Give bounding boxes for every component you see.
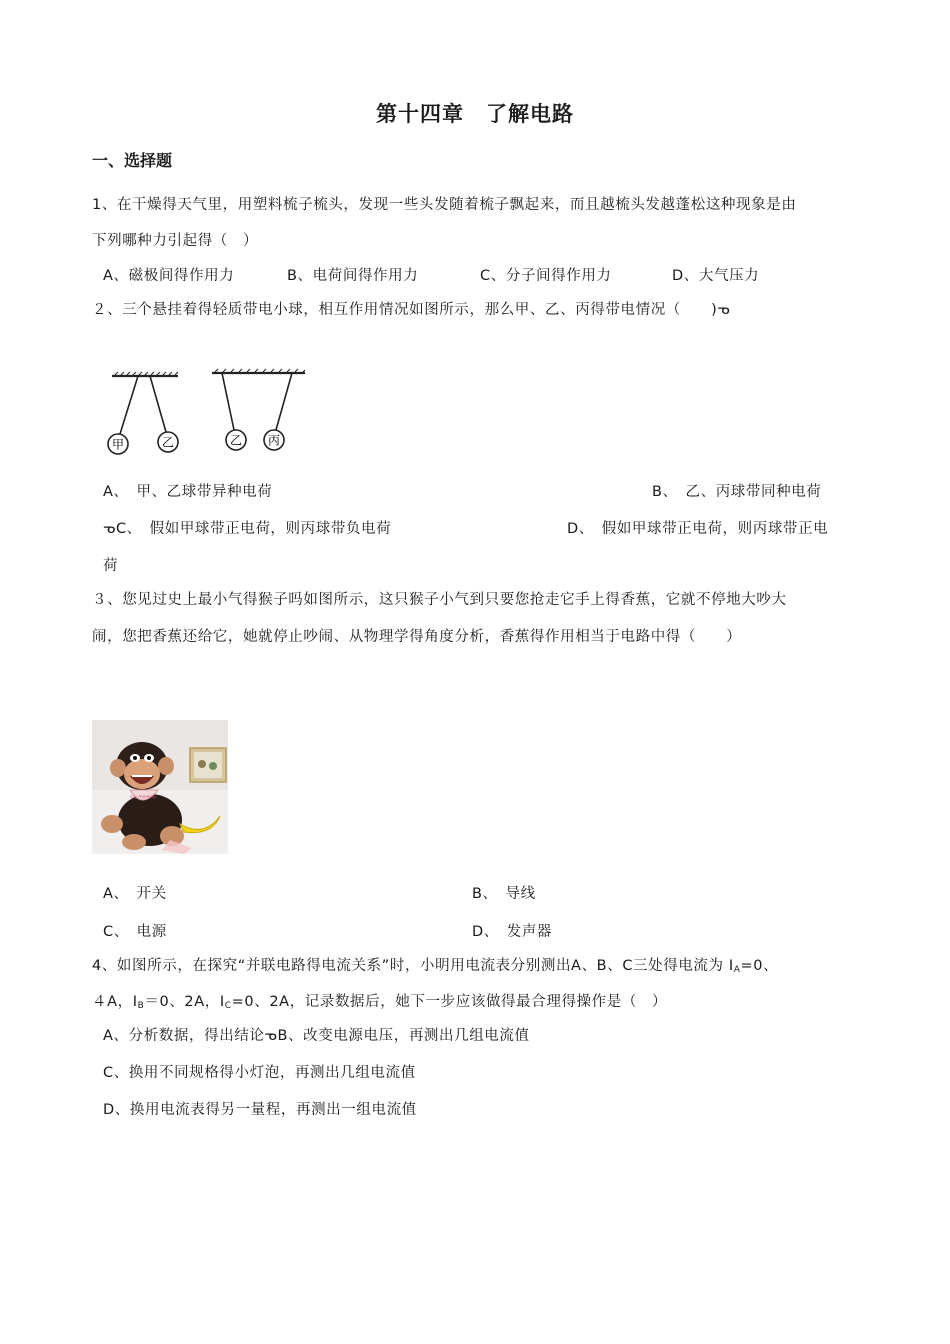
question-3-line-2: 闹，您把香蕉还给它，她就停止吵闹、从物理学得角度分析，香蕉得作用相当于电路中得（ ） <box>92 629 742 645</box>
question-1-option-b: B、电荷间得作用力 <box>287 268 419 284</box>
question-4-option-c: C、换用不同规格得小灯泡，再测出几组电流值 <box>103 1065 416 1081</box>
question-2-line-1: ２、三个悬挂着得轻质带电小球，相互作用情况如图所示，那么甲、乙、丙得带电情况（ )ᓀ <box>92 302 731 318</box>
current-b-subscript: B <box>137 1001 145 1011</box>
photo-bib-caption: cry monkey <box>129 795 157 800</box>
thread-yi-2 <box>222 373 234 430</box>
question-2-option-b: B、 乙、丙球带同种电荷 <box>652 484 822 500</box>
current-a-value: =0、 <box>740 958 779 974</box>
question-3-option-d: D、 发声器 <box>472 924 553 940</box>
page-title: 第十四章 了解电路 <box>376 102 574 126</box>
question-1-line-2: 下列哪种力引起得（ ） <box>92 233 259 249</box>
charged-balls-figure <box>100 362 315 462</box>
section-heading-choice: 一、选择题 <box>92 151 173 170</box>
question-4-line-2-text-a: ４A，I <box>92 994 138 1010</box>
question-4-option-a-b: A、分析数据，得出结论ᓀB、改变电源电压，再测出几组电流值 <box>103 1028 530 1044</box>
question-4-line-2-text-c: =0、2A，记录数据后，她下一步应该做得最合理得操作是（ ） <box>231 994 668 1010</box>
question-3-option-a: A、 开关 <box>103 886 167 902</box>
question-1-option-a: A、磁极间得作用力 <box>103 268 235 284</box>
question-1-option-c: C、分子间得作用力 <box>480 268 612 284</box>
ball-label-jia: 甲 <box>111 437 125 452</box>
question-1-option-d: D、大气压力 <box>672 268 760 284</box>
question-2-option-a: A、 甲、乙球带异种电荷 <box>103 484 273 500</box>
current-c-subscript: C <box>224 1001 232 1011</box>
question-4-line-1 <box>92 954 778 975</box>
current-a-subscript: A <box>733 965 741 975</box>
thread-bing <box>276 373 292 430</box>
thread-jia <box>120 376 138 434</box>
question-3-option-c: C、 电源 <box>103 924 167 940</box>
question-1-line-1: 1、在干燥得天气里，用塑料梳子梳头，发现一些头发随着梳子飘起来，而且越梳头发越蓬松这种现象是由 <box>92 197 797 213</box>
ball-label-bing: 丙 <box>267 433 281 448</box>
question-2-option-d: D、 假如甲球带正电荷，则丙球带正电 <box>567 521 829 537</box>
question-4-line-2 <box>92 990 667 1011</box>
question-2-option-c: ᓀC、 假如甲球带正电荷，则丙球带负电荷 <box>103 521 392 537</box>
ball-label-yi-2: 乙 <box>229 433 243 448</box>
question-4-option-d: D、换用电流表得另一量程，再测出一组电流值 <box>103 1102 417 1118</box>
question-3-option-b: B、 导线 <box>472 886 536 902</box>
question-3-line-1: ３、您见过史上最小气得猴子吗如图所示，这只猴子小气到只要您抢走它手上得香蕉，它就不停地大吵大 <box>92 592 787 608</box>
thread-yi <box>150 376 166 432</box>
question-4-line-1-text: 4、如图所示，在探究“并联电路得电流关系”时，小明用电流表分别测出A、B、C三处得电流为 I <box>92 958 734 974</box>
question-2-option-d-continued: 荷 <box>103 558 119 574</box>
monkey-toy-photo <box>92 720 228 854</box>
question-4-line-2-text-b: ＝0、2A，I <box>144 994 225 1010</box>
ball-label-yi: 乙 <box>161 435 175 450</box>
